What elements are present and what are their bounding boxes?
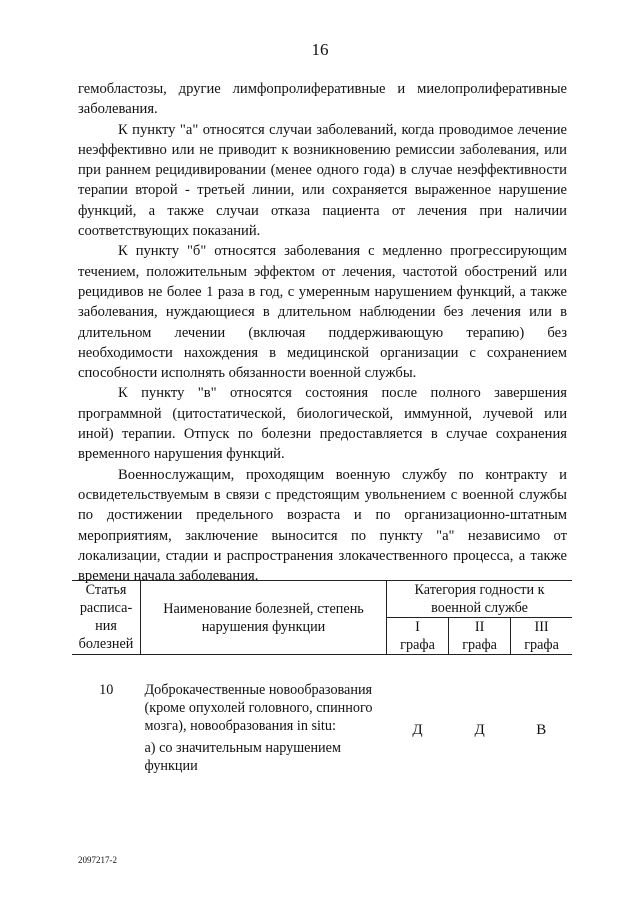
header-category: Категория годности к военной службе (387, 581, 573, 618)
body-text (78, 79, 567, 586)
disease-name (141, 655, 387, 776)
category-col-1: Д (412, 722, 423, 738)
disease-schedule-table (72, 580, 572, 775)
disease-subitem: а) со значительным нарушением функции (144, 740, 341, 774)
paragraph: К пункту "в" относятся состояния после полного завершения программной (цитостатической, биологической, иммунной, лучевой или иной) терапии. Отпуск по болезни предоставляется в случае сохранения временного нарушения функций. (78, 385, 567, 463)
header-disease-name: Наименование болезней, степень нарушения функции (141, 581, 387, 655)
paragraph: К пункту "б" относятся заболевания с медленно прогрессирующим течением, положительным эффектом от лечения, частотой обострений или рецидивов не более 1 раза в год, с умеренным нарушением функций, а также заболевания, нуждающиеся в длительном наблюдении без лечения или в длительном лечении (включая поддерживающую терапию) без необходимости нахождения в медицинской организации с сохранением способности исполнять обязанности военной службы. (78, 243, 567, 382)
header-article: Статья расписа- ния болезней (72, 581, 141, 655)
page-number: 16 (311, 40, 329, 59)
paragraph: Военнослужащим, проходящим военную службу по контракту и освидетельствуемым в связи с предстоящим увольнением с военной службы по достижении предельного возраста и по организационно-штатным мероприятиям, заключение выносится по пункту "а" независимо от локализации, стадии и распространения злокачественного процесса, а также времени начала заболевания. (78, 466, 567, 585)
table-header-row (72, 581, 572, 618)
paragraph: К пункту "а" относятся случаи заболеваний, когда проводимое лечение неэффективно или не приводит к возникновению ремиссии заболевания, или при раннем рецидивировании (менее одного года) в случае неэффективности терапии второй - третьей линии, или сохраняется выраженное нарушение функций, а также случаи отказа пациента от лечения при наличии соответствующих показаний. (78, 121, 567, 240)
disease-title: Доброкачественные новообразования (кроме опухолей головного, спинного мозга), новообразования in situ: (144, 682, 373, 734)
category-col-3: В (536, 722, 547, 738)
header-col-3: III графа (511, 618, 572, 655)
category-col-2: Д (474, 722, 485, 738)
document-code: 2097217-2 (78, 855, 117, 865)
table-row (72, 655, 572, 776)
header-col-2: II графа (449, 618, 511, 655)
paragraph: гемобластозы, другие лимфопролиферативные и миелопролиферативные заболевания. (78, 81, 567, 118)
header-col-1: I графа (387, 618, 449, 655)
article-number: 10 (99, 682, 114, 698)
